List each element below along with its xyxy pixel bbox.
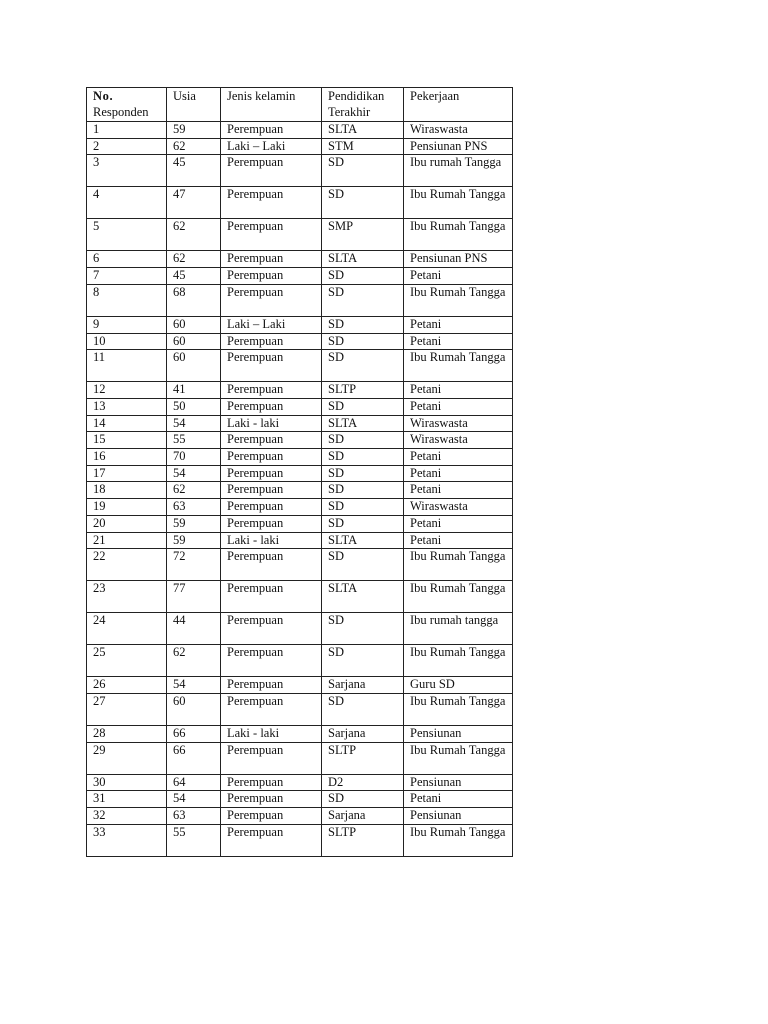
cell-no: 27 [87,693,167,725]
table-row [87,532,513,549]
cell-no: 20 [87,515,167,532]
cell-jenis-kelamin: Perempuan [221,333,322,350]
cell-no: 7 [87,268,167,285]
table-row [87,581,513,613]
cell-usia: 66 [167,742,221,774]
cell-jenis-kelamin: Perempuan [221,449,322,466]
cell-pendidikan: SD [322,333,404,350]
cell-no: 22 [87,549,167,581]
cell-pekerjaan: Pensiunan PNS [404,251,513,268]
table-row [87,824,513,856]
header-pekerjaan: Pekerjaan [404,88,513,122]
cell-pendidikan: SLTA [322,122,404,139]
cell-pekerjaan: Petani [404,398,513,415]
cell-no: 11 [87,350,167,382]
cell-no: 13 [87,398,167,415]
cell-no: 30 [87,774,167,791]
cell-pekerjaan: Petani [404,791,513,808]
table-row [87,613,513,645]
cell-jenis-kelamin: Perempuan [221,482,322,499]
table-row [87,465,513,482]
cell-no: 1 [87,122,167,139]
cell-jenis-kelamin: Perempuan [221,549,322,581]
table-row [87,791,513,808]
table-row [87,645,513,677]
table-row [87,155,513,187]
table-row [87,187,513,219]
cell-pekerjaan: Ibu Rumah Tangga [404,219,513,251]
cell-pekerjaan: Ibu Rumah Tangga [404,742,513,774]
cell-jenis-kelamin: Perempuan [221,219,322,251]
cell-no: 17 [87,465,167,482]
cell-usia: 64 [167,774,221,791]
cell-no: 4 [87,187,167,219]
cell-pekerjaan: Pensiunan PNS [404,138,513,155]
cell-usia: 66 [167,725,221,742]
table-row [87,549,513,581]
cell-jenis-kelamin: Perempuan [221,251,322,268]
cell-pekerjaan: Wiraswasta [404,415,513,432]
cell-pendidikan: SLTA [322,415,404,432]
cell-pendidikan: SMP [322,219,404,251]
table-header [87,88,513,122]
cell-jenis-kelamin: Laki - laki [221,725,322,742]
cell-jenis-kelamin: Perempuan [221,398,322,415]
table-row [87,482,513,499]
cell-pekerjaan: Petani [404,532,513,549]
cell-usia: 62 [167,219,221,251]
cell-pekerjaan: Petani [404,465,513,482]
table-row [87,251,513,268]
cell-pendidikan: Sarjana [322,677,404,694]
cell-no: 10 [87,333,167,350]
cell-pekerjaan: Petani [404,382,513,399]
cell-jenis-kelamin: Perempuan [221,268,322,285]
cell-pendidikan: SD [322,645,404,677]
cell-jenis-kelamin: Perempuan [221,187,322,219]
table-body [87,122,513,857]
cell-usia: 63 [167,499,221,516]
cell-pendidikan: SD [322,549,404,581]
cell-jenis-kelamin: Laki – Laki [221,316,322,333]
cell-pendidikan: SD [322,482,404,499]
cell-jenis-kelamin: Perempuan [221,122,322,139]
cell-usia: 59 [167,515,221,532]
cell-jenis-kelamin: Perempuan [221,613,322,645]
cell-usia: 55 [167,824,221,856]
cell-usia: 55 [167,432,221,449]
table-row [87,138,513,155]
cell-pendidikan: SD [322,268,404,285]
header-responden-label: Responden [93,104,149,119]
cell-no: 21 [87,532,167,549]
cell-usia: 72 [167,549,221,581]
cell-pendidikan: SLTP [322,742,404,774]
table-row [87,742,513,774]
cell-jenis-kelamin: Perempuan [221,645,322,677]
cell-jenis-kelamin: Perempuan [221,774,322,791]
cell-no: 28 [87,725,167,742]
cell-usia: 60 [167,333,221,350]
cell-usia: 70 [167,449,221,466]
table-row [87,316,513,333]
cell-usia: 54 [167,415,221,432]
cell-no: 5 [87,219,167,251]
table-row [87,268,513,285]
cell-no: 16 [87,449,167,466]
table-row [87,725,513,742]
cell-usia: 68 [167,284,221,316]
cell-jenis-kelamin: Perempuan [221,742,322,774]
cell-pekerjaan: Petani [404,515,513,532]
cell-pendidikan: SLTA [322,251,404,268]
cell-no: 33 [87,824,167,856]
cell-no: 8 [87,284,167,316]
cell-jenis-kelamin: Perempuan [221,465,322,482]
cell-jenis-kelamin: Laki – Laki [221,138,322,155]
cell-jenis-kelamin: Laki - laki [221,532,322,549]
header-pendidikan: Pendidikan Terakhir [322,88,404,122]
cell-pendidikan: SD [322,791,404,808]
cell-no: 18 [87,482,167,499]
cell-no: 14 [87,415,167,432]
cell-usia: 47 [167,187,221,219]
cell-no: 12 [87,382,167,399]
cell-usia: 59 [167,532,221,549]
cell-pendidikan: Sarjana [322,725,404,742]
table-row [87,774,513,791]
cell-usia: 62 [167,138,221,155]
cell-pendidikan: SD [322,613,404,645]
cell-usia: 60 [167,316,221,333]
cell-jenis-kelamin: Perempuan [221,693,322,725]
cell-jenis-kelamin: Laki - laki [221,415,322,432]
cell-usia: 45 [167,155,221,187]
cell-pekerjaan: Petani [404,449,513,466]
table-row [87,499,513,516]
cell-pekerjaan: Wiraswasta [404,499,513,516]
cell-jenis-kelamin: Perempuan [221,350,322,382]
cell-usia: 41 [167,382,221,399]
header-jenis-kelamin: Jenis kelamin [221,88,322,122]
table-row [87,333,513,350]
cell-no: 9 [87,316,167,333]
cell-pekerjaan: Ibu Rumah Tangga [404,581,513,613]
cell-pekerjaan: Ibu Rumah Tangga [404,284,513,316]
cell-pendidikan: SLTA [322,581,404,613]
cell-no: 31 [87,791,167,808]
cell-jenis-kelamin: Perempuan [221,581,322,613]
cell-jenis-kelamin: Perempuan [221,155,322,187]
header-usia: Usia [167,88,221,122]
table-row [87,350,513,382]
cell-pendidikan: SD [322,284,404,316]
table-row [87,808,513,825]
cell-no: 23 [87,581,167,613]
cell-jenis-kelamin: Perempuan [221,499,322,516]
table-row [87,677,513,694]
cell-pekerjaan: Ibu Rumah Tangga [404,693,513,725]
cell-no: 26 [87,677,167,694]
cell-jenis-kelamin: Perempuan [221,284,322,316]
cell-pekerjaan: Ibu Rumah Tangga [404,350,513,382]
header-no-label: No. [93,89,114,103]
cell-pekerjaan: Guru SD [404,677,513,694]
cell-usia: 45 [167,268,221,285]
cell-no: 15 [87,432,167,449]
table-row [87,693,513,725]
cell-usia: 62 [167,645,221,677]
cell-jenis-kelamin: Perempuan [221,808,322,825]
cell-pendidikan: SLTA [322,532,404,549]
cell-pendidikan: SD [322,515,404,532]
table-row [87,382,513,399]
cell-jenis-kelamin: Perempuan [221,824,322,856]
cell-pendidikan: STM [322,138,404,155]
cell-pendidikan: SD [322,432,404,449]
cell-pekerjaan: Petani [404,316,513,333]
table-row [87,219,513,251]
cell-pekerjaan: Pensiunan [404,725,513,742]
cell-pendidikan: D2 [322,774,404,791]
cell-pendidikan: SLTP [322,382,404,399]
cell-jenis-kelamin: Perempuan [221,677,322,694]
cell-usia: 54 [167,465,221,482]
table-row [87,122,513,139]
cell-jenis-kelamin: Perempuan [221,432,322,449]
table-row [87,398,513,415]
cell-pekerjaan: Petani [404,333,513,350]
cell-usia: 60 [167,693,221,725]
cell-pendidikan: SD [322,155,404,187]
table-row [87,432,513,449]
cell-pekerjaan: Ibu Rumah Tangga [404,549,513,581]
table-row [87,415,513,432]
cell-pendidikan: SD [322,693,404,725]
table-row [87,284,513,316]
cell-usia: 59 [167,122,221,139]
cell-pendidikan: SD [322,398,404,415]
cell-pendidikan: Sarjana [322,808,404,825]
cell-pekerjaan: Ibu rumah tangga [404,613,513,645]
cell-pendidikan: SD [322,449,404,466]
cell-pendidikan: SD [322,316,404,333]
cell-no: 29 [87,742,167,774]
cell-usia: 62 [167,482,221,499]
header-no-responden [87,88,167,122]
cell-pekerjaan: Wiraswasta [404,122,513,139]
cell-no: 6 [87,251,167,268]
cell-pendidikan: SLTP [322,824,404,856]
cell-pendidikan: SD [322,187,404,219]
cell-pekerjaan: Ibu rumah Tangga [404,155,513,187]
cell-no: 19 [87,499,167,516]
cell-no: 25 [87,645,167,677]
cell-usia: 54 [167,677,221,694]
cell-pekerjaan: Ibu Rumah Tangga [404,824,513,856]
cell-pendidikan: SD [322,350,404,382]
cell-no: 2 [87,138,167,155]
cell-pekerjaan: Ibu Rumah Tangga [404,645,513,677]
cell-usia: 44 [167,613,221,645]
cell-jenis-kelamin: Perempuan [221,382,322,399]
cell-pendidikan: SD [322,499,404,516]
table-row [87,515,513,532]
cell-usia: 60 [167,350,221,382]
cell-usia: 54 [167,791,221,808]
cell-usia: 50 [167,398,221,415]
cell-pendidikan: SD [322,465,404,482]
cell-pekerjaan: Petani [404,482,513,499]
cell-pekerjaan: Petani [404,268,513,285]
cell-usia: 63 [167,808,221,825]
cell-pekerjaan: Wiraswasta [404,432,513,449]
cell-pekerjaan: Pensiunan [404,808,513,825]
table-row [87,449,513,466]
cell-no: 3 [87,155,167,187]
cell-jenis-kelamin: Perempuan [221,515,322,532]
respondent-table [86,87,513,857]
cell-pekerjaan: Pensiunan [404,774,513,791]
cell-jenis-kelamin: Perempuan [221,791,322,808]
cell-no: 24 [87,613,167,645]
cell-usia: 62 [167,251,221,268]
cell-no: 32 [87,808,167,825]
header-row [87,88,513,122]
cell-usia: 77 [167,581,221,613]
cell-pekerjaan: Ibu Rumah Tangga [404,187,513,219]
